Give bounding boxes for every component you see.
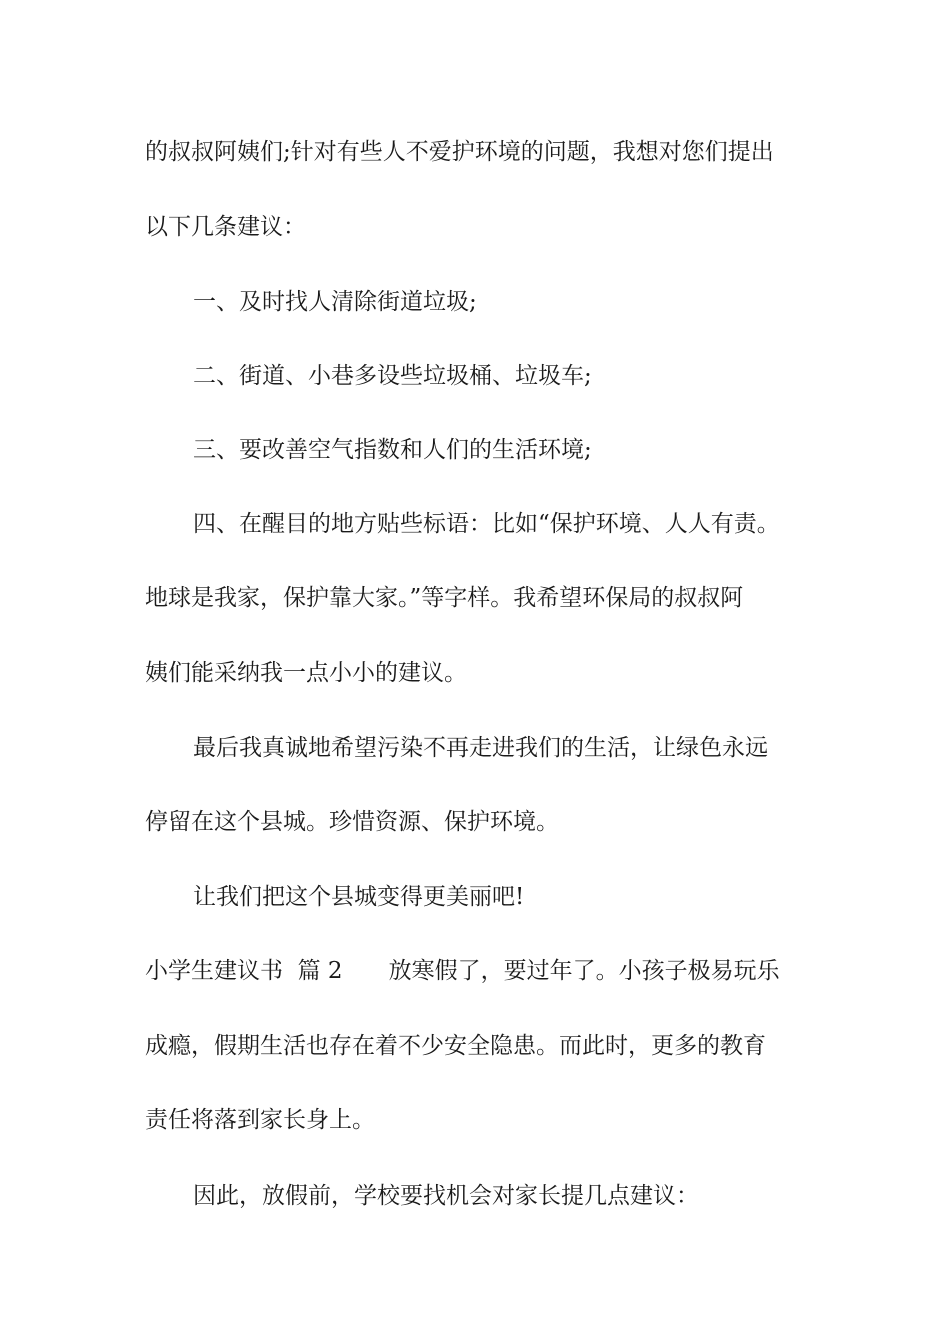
closing-paragraph-line: 最后我真诚地希望污染不再走进我们的生活，让绿色永远 (193, 735, 768, 761)
paragraph-line: 成瘾，假期生活也存在着不少安全隐患。而此时，更多的教育 (145, 1033, 766, 1059)
section-2-first-line (145, 955, 835, 987)
section-2-heading: 小学生建议书 篇 2 (145, 958, 343, 984)
paragraph-line: 的叔叔阿姨们;针对有些人不爱护环境的问题，我想对您们提出 (145, 139, 774, 165)
paragraph-line: 姨们能采纳我一点小小的建议。 (145, 660, 467, 686)
paragraph-line: 地球是我家，保护靠大家。”等字样。我希望环保局的叔叔阿 (145, 585, 744, 611)
paragraph-line: 以下几条建议： (145, 214, 306, 240)
suggestion-item-4: 四、在醒目的地方贴些标语：比如“保护环境、人人有责。 (193, 511, 780, 537)
closing-exclamation: 让我们把这个县城变得更美丽吧! (193, 884, 525, 910)
section-2-opening-text: 放寒假了，要过年了。小孩子极易玩乐 (388, 958, 780, 984)
suggestion-item-3: 三、要改善空气指数和人们的生活环境; (193, 437, 592, 463)
suggestion-item-1: 一、及时找人清除街道垃圾; (193, 289, 477, 315)
suggestion-item-2: 二、街道、小巷多设些垃圾桶、垃圾车; (193, 363, 592, 389)
closing-paragraph-line: 停留在这个县城。珍惜资源、保护环境。 (145, 809, 559, 835)
paragraph-line: 因此，放假前，学校要找机会对家长提几点建议： (193, 1183, 699, 1209)
paragraph-line: 责任将落到家长身上。 (145, 1107, 375, 1133)
